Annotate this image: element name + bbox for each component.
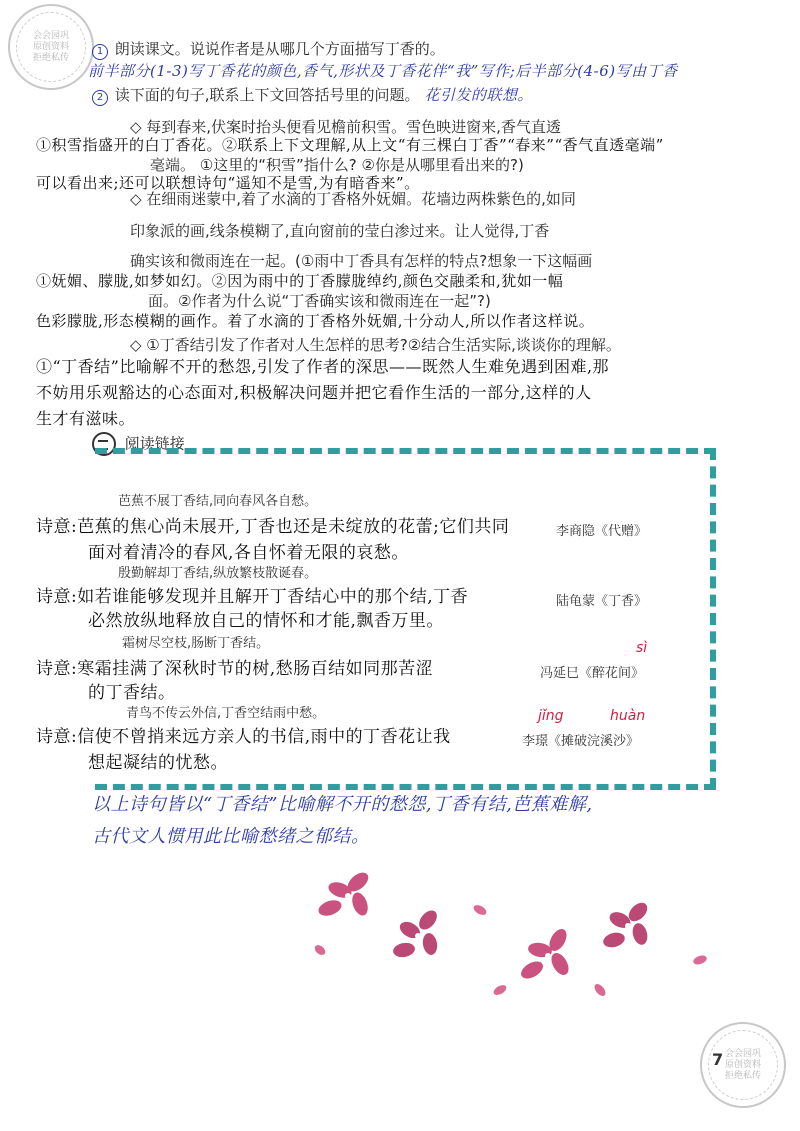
- poem-1-line: 芭蕉不展丁香结,同向春风各自愁。: [118, 494, 318, 509]
- sentence-2-text-a: ◇ 在细雨迷蒙中,着了水滴的丁香格外妩媚。花墙边两株紫色的,如同: [130, 190, 576, 208]
- poem-1-source: 李商隐《代赠》: [556, 524, 648, 539]
- poem-2-source: 陆龟蒙《丁香》: [556, 594, 648, 609]
- poem-1-meaning-1: 诗意:芭蕉的焦心尚未展开,丁香也还是未绽放的花蕾;它们共同: [36, 517, 510, 537]
- poem-3-source: 冯延巳《醉花间》: [540, 666, 645, 681]
- answer-1-tail: 花引发的联想。: [424, 86, 533, 104]
- reading-link-title: 阅读链接: [124, 434, 185, 453]
- question-3-answer-1: ①“丁香结”比喻解不开的愁怨,引发了作者的深思——既然人生难免遇到困难,那: [36, 357, 610, 376]
- poem-3-meaning-2: 的丁香结。: [88, 683, 176, 703]
- poem-2-line: 殷勤解却丁香结,纵放繁枝散诞春。: [118, 566, 318, 581]
- flower-icon: [316, 869, 371, 919]
- poem-4-pinyin-2: huàn: [610, 708, 646, 724]
- answer-1: 前半部分(1-3)写丁香花的颜色,香气,形状及丁香花伴“我”写作;后半部分(4-6)写由丁香: [88, 62, 678, 80]
- question-2-prompt: 读下面的句子,联系上下文回答括号里的问题。: [114, 86, 420, 104]
- poem-2-meaning-1: 诗意:如若谁能够发现并且解开丁香结心中的那个结,丁香: [36, 587, 469, 607]
- sentence-1-text-a: ◇ 每到春来,伏案时抬头便看见檐前积雪。雪色映进窗来,香气直透: [130, 118, 561, 136]
- sentence-1-answer-2: 可以看出来;还可以联想诗句“遥知不是雪,为有暗香来”。: [36, 174, 420, 192]
- poem-4-meaning-2: 想起凝结的忧愁。: [88, 753, 228, 773]
- question-3-prompt: ◇ ①丁香结引发了作者对人生怎样的思考?②结合生活实际,谈谈你的理解。: [130, 336, 621, 354]
- petal-icon: [313, 903, 708, 998]
- poem-2-meaning-2: 必然放纵地释放自己的情怀和才能,飘香万里。: [88, 611, 444, 631]
- flower-icon: [518, 926, 572, 982]
- sentence-1-answer-1: ①积雪指盛开的白丁香花。②联系上下文理解,从上文“有三棵白丁香”“春来”“香气直透毫端”: [36, 136, 664, 154]
- poem-4-pinyin-1: jǐng: [538, 708, 564, 724]
- question-number-1: 1: [92, 44, 108, 60]
- poem-3-pinyin: sì: [636, 640, 648, 656]
- page-number: 7: [712, 1050, 724, 1069]
- poem-3-meaning-1: 诗意:寒霜挂满了深秋时节的树,愁肠百结如同那苦涩: [36, 659, 434, 679]
- petal-decoration: [300, 860, 730, 1010]
- summary-line-1: 以上诗句皆以“丁香结”比喻解不开的愁怨,丁香有结,芭蕉难解,: [92, 794, 593, 815]
- sentence-2-text-c: 确实该和微雨连在一起。(①雨中丁香具有怎样的特点?想象一下这幅画: [130, 252, 593, 270]
- sentence-2-text-d: 面。②作者为什么说“丁香确实该和微雨连在一起”?): [148, 292, 491, 310]
- watermark-stamp-bottom: 会会园巩 原创资料 拒绝私传: [700, 1022, 786, 1108]
- question-1: [92, 38, 445, 60]
- poem-1-meaning-2: 面对着清冷的春风,各自怀着无限的哀愁。: [88, 543, 409, 563]
- sentence-2-answer-2: 色彩朦胧,形态模糊的画作。着了水滴的丁香格外妩媚,十分动人,所以作者这样说。: [36, 312, 595, 330]
- question-3-answer-3: 生才有滋味。: [36, 409, 136, 428]
- flower-icon: [392, 907, 440, 959]
- summary-line-2: 古代文人惯用此比喻愁绪之郁结。: [92, 826, 370, 847]
- poem-4-source: 李璟《摊破浣溪沙》: [522, 734, 640, 749]
- poem-4-line: 青鸟不传云外信,丁香空结雨中愁。: [126, 706, 326, 721]
- question-2: [92, 84, 533, 106]
- question-number-2: 2: [92, 90, 108, 106]
- question-3-answer-2: 不妨用乐观豁达的心态面对,积极解决问题并把它看作生活的一部分,这样的人: [36, 383, 592, 402]
- flower-icon: [602, 899, 651, 949]
- question-1-prompt: 朗读课文。说说作者是从哪几个方面描写丁香的。: [114, 40, 445, 58]
- poem-4-meaning-1: 诗意:信使不曾捎来远方亲人的书信,雨中的丁香花让我: [36, 727, 451, 747]
- sentence-1-text-b: 毫端。 ①这里的“积雪”指什么? ②你是从哪里看出来的?): [150, 156, 524, 174]
- sentence-2-answer-1: ①妩媚、朦胧,如梦如幻。②因为雨中的丁香朦胧绰约,颜色交融柔和,犹如一幅: [36, 272, 564, 290]
- poem-3-line: 霜树尽空枝,肠断丁香结。: [122, 636, 270, 651]
- sentence-2-text-b: 印象派的画,线条模糊了,直向窗前的莹白渗过来。让人觉得,丁香: [130, 222, 550, 240]
- watermark-stamp-top: 会会园巩 原创资料 拒绝私传: [8, 4, 94, 90]
